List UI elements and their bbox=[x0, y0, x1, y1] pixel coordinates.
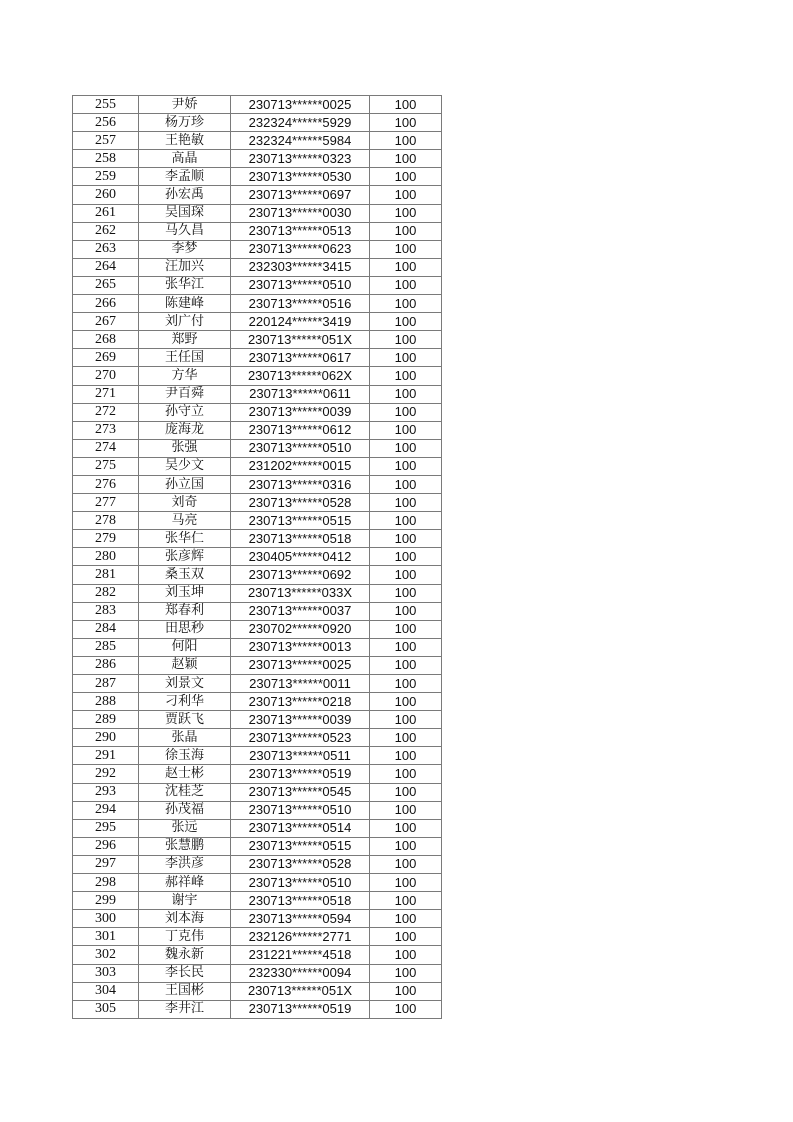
table-row bbox=[73, 367, 442, 385]
row-number-cell: 263 bbox=[73, 240, 139, 258]
table-row bbox=[73, 855, 442, 873]
score-cell: 100 bbox=[370, 114, 442, 132]
table-row bbox=[73, 946, 442, 964]
row-number-cell: 279 bbox=[73, 530, 139, 548]
name-cell: 孙立国 bbox=[139, 475, 231, 493]
score-cell: 100 bbox=[370, 566, 442, 584]
id-number-cell: 230713******0612 bbox=[231, 421, 370, 439]
row-number-cell: 300 bbox=[73, 910, 139, 928]
name-cell: 张强 bbox=[139, 439, 231, 457]
id-number-cell: 230713******0519 bbox=[231, 765, 370, 783]
name-cell: 何阳 bbox=[139, 638, 231, 656]
table-row bbox=[73, 240, 442, 258]
table-row bbox=[73, 711, 442, 729]
score-cell: 100 bbox=[370, 729, 442, 747]
score-cell: 100 bbox=[370, 656, 442, 674]
row-number-cell: 255 bbox=[73, 96, 139, 114]
id-number-cell: 232324******5929 bbox=[231, 114, 370, 132]
id-number-cell: 230713******051X bbox=[231, 982, 370, 1000]
row-number-cell: 289 bbox=[73, 711, 139, 729]
name-cell: 张晶 bbox=[139, 729, 231, 747]
name-cell: 郑春利 bbox=[139, 602, 231, 620]
score-cell: 100 bbox=[370, 946, 442, 964]
table-row bbox=[73, 729, 442, 747]
row-number-cell: 299 bbox=[73, 892, 139, 910]
id-number-cell: 230713******0025 bbox=[231, 96, 370, 114]
name-cell: 张华江 bbox=[139, 276, 231, 294]
table-row bbox=[73, 295, 442, 313]
table-row bbox=[73, 349, 442, 367]
id-number-cell: 230713******0510 bbox=[231, 874, 370, 892]
row-number-cell: 261 bbox=[73, 204, 139, 222]
row-number-cell: 304 bbox=[73, 982, 139, 1000]
row-number-cell: 298 bbox=[73, 874, 139, 892]
score-cell: 100 bbox=[370, 457, 442, 475]
row-number-cell: 295 bbox=[73, 819, 139, 837]
name-cell: 尹百舜 bbox=[139, 385, 231, 403]
row-number-cell: 282 bbox=[73, 584, 139, 602]
row-number-cell: 273 bbox=[73, 421, 139, 439]
id-number-cell: 230713******0316 bbox=[231, 475, 370, 493]
table-row bbox=[73, 620, 442, 638]
name-cell: 田思秒 bbox=[139, 620, 231, 638]
table-row bbox=[73, 675, 442, 693]
row-number-cell: 301 bbox=[73, 928, 139, 946]
name-cell: 贾跃飞 bbox=[139, 711, 231, 729]
name-cell: 杨万珍 bbox=[139, 114, 231, 132]
row-number-cell: 267 bbox=[73, 313, 139, 331]
table-row bbox=[73, 132, 442, 150]
name-cell: 李梦 bbox=[139, 240, 231, 258]
table-row bbox=[73, 114, 442, 132]
score-cell: 100 bbox=[370, 892, 442, 910]
id-number-cell: 230713******0515 bbox=[231, 512, 370, 530]
table-row bbox=[73, 982, 442, 1000]
roster-table bbox=[72, 95, 442, 1019]
table-row bbox=[73, 222, 442, 240]
table-row bbox=[73, 475, 442, 493]
id-number-cell: 230713******0510 bbox=[231, 276, 370, 294]
name-cell: 刘奇 bbox=[139, 494, 231, 512]
table-row bbox=[73, 783, 442, 801]
id-number-cell: 232126******2771 bbox=[231, 928, 370, 946]
table-row bbox=[73, 837, 442, 855]
score-cell: 100 bbox=[370, 258, 442, 276]
name-cell: 沈桂芝 bbox=[139, 783, 231, 801]
name-cell: 徐玉海 bbox=[139, 747, 231, 765]
score-cell: 100 bbox=[370, 403, 442, 421]
id-number-cell: 230713******0617 bbox=[231, 349, 370, 367]
name-cell: 李长民 bbox=[139, 964, 231, 982]
id-number-cell: 230713******0611 bbox=[231, 385, 370, 403]
row-number-cell: 290 bbox=[73, 729, 139, 747]
table-row bbox=[73, 331, 442, 349]
id-number-cell: 232330******0094 bbox=[231, 964, 370, 982]
table-row bbox=[73, 566, 442, 584]
score-cell: 100 bbox=[370, 837, 442, 855]
score-cell: 100 bbox=[370, 747, 442, 765]
row-number-cell: 277 bbox=[73, 494, 139, 512]
score-cell: 100 bbox=[370, 204, 442, 222]
row-number-cell: 303 bbox=[73, 964, 139, 982]
id-number-cell: 230713******0511 bbox=[231, 747, 370, 765]
name-cell: 吴国琛 bbox=[139, 204, 231, 222]
name-cell: 方华 bbox=[139, 367, 231, 385]
table-row bbox=[73, 892, 442, 910]
score-cell: 100 bbox=[370, 1000, 442, 1018]
score-cell: 100 bbox=[370, 385, 442, 403]
name-cell: 尹娇 bbox=[139, 96, 231, 114]
name-cell: 谢宇 bbox=[139, 892, 231, 910]
row-number-cell: 285 bbox=[73, 638, 139, 656]
row-number-cell: 275 bbox=[73, 457, 139, 475]
id-number-cell: 230713******0519 bbox=[231, 1000, 370, 1018]
table-row bbox=[73, 258, 442, 276]
name-cell: 刘本海 bbox=[139, 910, 231, 928]
score-cell: 100 bbox=[370, 620, 442, 638]
score-cell: 100 bbox=[370, 349, 442, 367]
table-row bbox=[73, 494, 442, 512]
row-number-cell: 259 bbox=[73, 168, 139, 186]
row-number-cell: 288 bbox=[73, 693, 139, 711]
score-cell: 100 bbox=[370, 439, 442, 457]
score-cell: 100 bbox=[370, 530, 442, 548]
id-number-cell: 230713******0692 bbox=[231, 566, 370, 584]
score-cell: 100 bbox=[370, 367, 442, 385]
name-cell: 刘玉坤 bbox=[139, 584, 231, 602]
score-cell: 100 bbox=[370, 168, 442, 186]
name-cell: 陈建峰 bbox=[139, 295, 231, 313]
table-row bbox=[73, 765, 442, 783]
score-cell: 100 bbox=[370, 584, 442, 602]
row-number-cell: 305 bbox=[73, 1000, 139, 1018]
id-number-cell: 230713******0218 bbox=[231, 693, 370, 711]
score-cell: 100 bbox=[370, 638, 442, 656]
id-number-cell: 230713******0523 bbox=[231, 729, 370, 747]
row-number-cell: 271 bbox=[73, 385, 139, 403]
name-cell: 刁利华 bbox=[139, 693, 231, 711]
name-cell: 桑玉双 bbox=[139, 566, 231, 584]
score-cell: 100 bbox=[370, 331, 442, 349]
row-number-cell: 270 bbox=[73, 367, 139, 385]
name-cell: 李洪彦 bbox=[139, 855, 231, 873]
row-number-cell: 272 bbox=[73, 403, 139, 421]
roster-table-body bbox=[73, 96, 442, 1019]
name-cell: 丁克伟 bbox=[139, 928, 231, 946]
row-number-cell: 287 bbox=[73, 675, 139, 693]
id-number-cell: 230713******0510 bbox=[231, 439, 370, 457]
table-row bbox=[73, 747, 442, 765]
score-cell: 100 bbox=[370, 855, 442, 873]
id-number-cell: 230702******0920 bbox=[231, 620, 370, 638]
table-row bbox=[73, 421, 442, 439]
id-number-cell: 232303******3415 bbox=[231, 258, 370, 276]
score-cell: 100 bbox=[370, 964, 442, 982]
row-number-cell: 260 bbox=[73, 186, 139, 204]
id-number-cell: 230713******0623 bbox=[231, 240, 370, 258]
score-cell: 100 bbox=[370, 711, 442, 729]
id-number-cell: 230713******0510 bbox=[231, 801, 370, 819]
name-cell: 孙宏禹 bbox=[139, 186, 231, 204]
row-number-cell: 258 bbox=[73, 150, 139, 168]
row-number-cell: 268 bbox=[73, 331, 139, 349]
id-number-cell: 230713******0697 bbox=[231, 186, 370, 204]
row-number-cell: 283 bbox=[73, 602, 139, 620]
table-row bbox=[73, 656, 442, 674]
score-cell: 100 bbox=[370, 421, 442, 439]
table-row bbox=[73, 530, 442, 548]
table-row bbox=[73, 548, 442, 566]
id-number-cell: 230713******051X bbox=[231, 331, 370, 349]
id-number-cell: 231221******4518 bbox=[231, 946, 370, 964]
row-number-cell: 293 bbox=[73, 783, 139, 801]
row-number-cell: 280 bbox=[73, 548, 139, 566]
id-number-cell: 230713******0013 bbox=[231, 638, 370, 656]
id-number-cell: 230713******0039 bbox=[231, 403, 370, 421]
score-cell: 100 bbox=[370, 675, 442, 693]
table-row bbox=[73, 693, 442, 711]
id-number-cell: 230405******0412 bbox=[231, 548, 370, 566]
table-row bbox=[73, 313, 442, 331]
score-cell: 100 bbox=[370, 295, 442, 313]
score-cell: 100 bbox=[370, 276, 442, 294]
name-cell: 王任国 bbox=[139, 349, 231, 367]
score-cell: 100 bbox=[370, 910, 442, 928]
score-cell: 100 bbox=[370, 222, 442, 240]
row-number-cell: 264 bbox=[73, 258, 139, 276]
score-cell: 100 bbox=[370, 819, 442, 837]
id-number-cell: 220124******3419 bbox=[231, 313, 370, 331]
row-number-cell: 292 bbox=[73, 765, 139, 783]
name-cell: 郑野 bbox=[139, 331, 231, 349]
row-number-cell: 278 bbox=[73, 512, 139, 530]
id-number-cell: 230713******0518 bbox=[231, 530, 370, 548]
table-row bbox=[73, 186, 442, 204]
table-row bbox=[73, 512, 442, 530]
table-row bbox=[73, 457, 442, 475]
name-cell: 李孟顺 bbox=[139, 168, 231, 186]
score-cell: 100 bbox=[370, 783, 442, 801]
id-number-cell: 230713******0516 bbox=[231, 295, 370, 313]
table-row bbox=[73, 96, 442, 114]
name-cell: 马久昌 bbox=[139, 222, 231, 240]
name-cell: 赵士彬 bbox=[139, 765, 231, 783]
id-number-cell: 230713******0323 bbox=[231, 150, 370, 168]
id-number-cell: 230713******0594 bbox=[231, 910, 370, 928]
id-number-cell: 230713******0037 bbox=[231, 602, 370, 620]
score-cell: 100 bbox=[370, 313, 442, 331]
row-number-cell: 284 bbox=[73, 620, 139, 638]
score-cell: 100 bbox=[370, 982, 442, 1000]
table-row bbox=[73, 928, 442, 946]
table-row bbox=[73, 150, 442, 168]
score-cell: 100 bbox=[370, 494, 442, 512]
name-cell: 张华仁 bbox=[139, 530, 231, 548]
id-number-cell: 230713******062X bbox=[231, 367, 370, 385]
row-number-cell: 265 bbox=[73, 276, 139, 294]
row-number-cell: 281 bbox=[73, 566, 139, 584]
row-number-cell: 269 bbox=[73, 349, 139, 367]
score-cell: 100 bbox=[370, 602, 442, 620]
name-cell: 庞海龙 bbox=[139, 421, 231, 439]
table-row bbox=[73, 276, 442, 294]
name-cell: 张彦辉 bbox=[139, 548, 231, 566]
name-cell: 吴少文 bbox=[139, 457, 231, 475]
id-number-cell: 230713******0039 bbox=[231, 711, 370, 729]
id-number-cell: 230713******0528 bbox=[231, 855, 370, 873]
table-row bbox=[73, 874, 442, 892]
score-cell: 100 bbox=[370, 874, 442, 892]
id-number-cell: 230713******0025 bbox=[231, 656, 370, 674]
name-cell: 赵颖 bbox=[139, 656, 231, 674]
table-row bbox=[73, 168, 442, 186]
id-number-cell: 230713******0011 bbox=[231, 675, 370, 693]
row-number-cell: 294 bbox=[73, 801, 139, 819]
name-cell: 刘景文 bbox=[139, 675, 231, 693]
score-cell: 100 bbox=[370, 96, 442, 114]
row-number-cell: 266 bbox=[73, 295, 139, 313]
score-cell: 100 bbox=[370, 240, 442, 258]
score-cell: 100 bbox=[370, 186, 442, 204]
id-number-cell: 232324******5984 bbox=[231, 132, 370, 150]
name-cell: 刘广付 bbox=[139, 313, 231, 331]
table-row bbox=[73, 819, 442, 837]
table-row bbox=[73, 584, 442, 602]
id-number-cell: 230713******0545 bbox=[231, 783, 370, 801]
score-cell: 100 bbox=[370, 475, 442, 493]
row-number-cell: 256 bbox=[73, 114, 139, 132]
id-number-cell: 231202******0015 bbox=[231, 457, 370, 475]
name-cell: 孙茂福 bbox=[139, 801, 231, 819]
row-number-cell: 257 bbox=[73, 132, 139, 150]
row-number-cell: 276 bbox=[73, 475, 139, 493]
name-cell: 李井江 bbox=[139, 1000, 231, 1018]
name-cell: 汪加兴 bbox=[139, 258, 231, 276]
table-row bbox=[73, 385, 442, 403]
id-number-cell: 230713******0513 bbox=[231, 222, 370, 240]
table-row bbox=[73, 439, 442, 457]
score-cell: 100 bbox=[370, 132, 442, 150]
name-cell: 张慧鹏 bbox=[139, 837, 231, 855]
row-number-cell: 286 bbox=[73, 656, 139, 674]
id-number-cell: 230713******0515 bbox=[231, 837, 370, 855]
name-cell: 马亮 bbox=[139, 512, 231, 530]
table-row bbox=[73, 801, 442, 819]
row-number-cell: 274 bbox=[73, 439, 139, 457]
id-number-cell: 230713******0518 bbox=[231, 892, 370, 910]
name-cell: 高晶 bbox=[139, 150, 231, 168]
name-cell: 张远 bbox=[139, 819, 231, 837]
score-cell: 100 bbox=[370, 150, 442, 168]
score-cell: 100 bbox=[370, 765, 442, 783]
id-number-cell: 230713******0030 bbox=[231, 204, 370, 222]
row-number-cell: 297 bbox=[73, 855, 139, 873]
score-cell: 100 bbox=[370, 928, 442, 946]
name-cell: 孙守立 bbox=[139, 403, 231, 421]
id-number-cell: 230713******0514 bbox=[231, 819, 370, 837]
table-row bbox=[73, 204, 442, 222]
name-cell: 魏永新 bbox=[139, 946, 231, 964]
name-cell: 王艳敏 bbox=[139, 132, 231, 150]
id-number-cell: 230713******0528 bbox=[231, 494, 370, 512]
row-number-cell: 291 bbox=[73, 747, 139, 765]
row-number-cell: 296 bbox=[73, 837, 139, 855]
name-cell: 王国彬 bbox=[139, 982, 231, 1000]
row-number-cell: 302 bbox=[73, 946, 139, 964]
table-row bbox=[73, 638, 442, 656]
row-number-cell: 262 bbox=[73, 222, 139, 240]
id-number-cell: 230713******0530 bbox=[231, 168, 370, 186]
name-cell: 郝祥峰 bbox=[139, 874, 231, 892]
table-row bbox=[73, 910, 442, 928]
score-cell: 100 bbox=[370, 548, 442, 566]
score-cell: 100 bbox=[370, 512, 442, 530]
table-row bbox=[73, 1000, 442, 1018]
id-number-cell: 230713******033X bbox=[231, 584, 370, 602]
table-row bbox=[73, 403, 442, 421]
table-row bbox=[73, 964, 442, 982]
score-cell: 100 bbox=[370, 801, 442, 819]
score-cell: 100 bbox=[370, 693, 442, 711]
table-row bbox=[73, 602, 442, 620]
